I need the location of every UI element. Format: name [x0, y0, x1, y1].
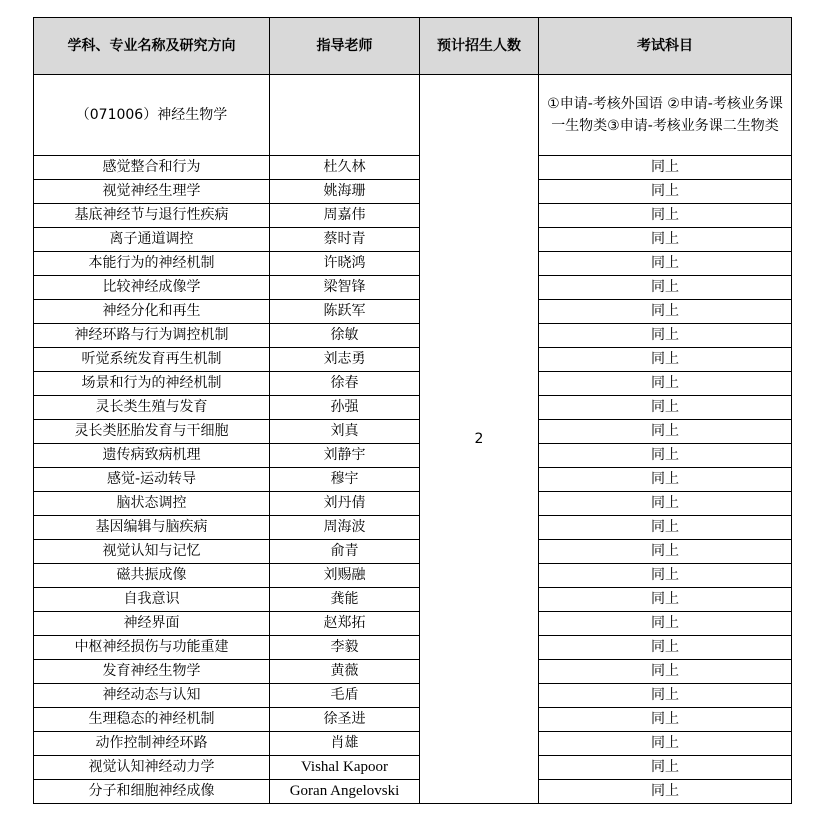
table-row — [34, 492, 792, 516]
table-row — [34, 516, 792, 540]
research-direction: 比较神经成像学 — [34, 276, 270, 300]
research-direction: 视觉认知与记忆 — [34, 540, 270, 564]
research-direction: 灵长类胚胎发育与干细胞 — [34, 420, 270, 444]
header-row — [34, 18, 792, 75]
exam-subjects: 同上 — [539, 564, 792, 588]
advisor-name: 蔡时青 — [270, 228, 420, 252]
exam-subjects: 同上 — [539, 540, 792, 564]
exam-subjects: 同上 — [539, 420, 792, 444]
research-direction: 听觉系统发育再生机制 — [34, 348, 270, 372]
advisor-name: 龚能 — [270, 588, 420, 612]
advisor-name: 姚海珊 — [270, 180, 420, 204]
program-row — [34, 75, 792, 156]
advisor-name: 梁智锋 — [270, 276, 420, 300]
advisor-name: Goran Angelovski — [270, 780, 420, 804]
advisor-name: 孙强 — [270, 396, 420, 420]
research-direction: 动作控制神经环路 — [34, 732, 270, 756]
research-direction: 视觉神经生理学 — [34, 180, 270, 204]
header-exam: 考试科目 — [539, 18, 792, 75]
header-discipline: 学科、专业名称及研究方向 — [34, 18, 270, 75]
exam-subjects: 同上 — [539, 396, 792, 420]
advisor-name: 赵郑拓 — [270, 612, 420, 636]
table-row — [34, 252, 792, 276]
program-exam-subjects: ①申请-考核外国语 ②申请-考核业务课一生物类③申请-考核业务课二生物类 — [539, 75, 792, 156]
advisor-name: 刘丹倩 — [270, 492, 420, 516]
research-direction: 场景和行为的神经机制 — [34, 372, 270, 396]
table-row — [34, 276, 792, 300]
table-row — [34, 708, 792, 732]
table-row — [34, 540, 792, 564]
exam-subjects: 同上 — [539, 684, 792, 708]
research-direction: 基底神经节与退行性疾病 — [34, 204, 270, 228]
advisor-name: 周嘉伟 — [270, 204, 420, 228]
table-row — [34, 780, 792, 804]
research-direction: 神经环路与行为调控机制 — [34, 324, 270, 348]
research-direction: 分子和细胞神经成像 — [34, 780, 270, 804]
table-row — [34, 444, 792, 468]
table-row — [34, 396, 792, 420]
exam-subjects: 同上 — [539, 636, 792, 660]
table-row — [34, 684, 792, 708]
exam-subjects: 同上 — [539, 348, 792, 372]
program-name: （071006）神经生物学 — [34, 75, 270, 156]
table-row — [34, 348, 792, 372]
exam-subjects: 同上 — [539, 156, 792, 180]
research-direction: 中枢神经损伤与功能重建 — [34, 636, 270, 660]
research-direction: 神经分化和再生 — [34, 300, 270, 324]
header-quota: 预计招生人数 — [420, 18, 539, 75]
advisor-name: 杜久林 — [270, 156, 420, 180]
research-direction: 视觉认知神经动力学 — [34, 756, 270, 780]
advisor-name: 徐春 — [270, 372, 420, 396]
advisor-name: 李毅 — [270, 636, 420, 660]
table-row — [34, 372, 792, 396]
exam-subjects: 同上 — [539, 300, 792, 324]
header-advisor: 指导老师 — [270, 18, 420, 75]
research-direction: 神经界面 — [34, 612, 270, 636]
table-row — [34, 156, 792, 180]
advisor-name: 刘志勇 — [270, 348, 420, 372]
exam-subjects: 同上 — [539, 204, 792, 228]
table-row — [34, 324, 792, 348]
advisor-name: 刘真 — [270, 420, 420, 444]
exam-subjects: 同上 — [539, 708, 792, 732]
table-row — [34, 612, 792, 636]
exam-subjects: 同上 — [539, 276, 792, 300]
exam-subjects: 同上 — [539, 660, 792, 684]
table-row — [34, 204, 792, 228]
table-row — [34, 588, 792, 612]
exam-subjects: 同上 — [539, 516, 792, 540]
research-direction: 感觉整合和行为 — [34, 156, 270, 180]
exam-subjects: 同上 — [539, 492, 792, 516]
advisor-name: 毛盾 — [270, 684, 420, 708]
advisor-name: 徐敏 — [270, 324, 420, 348]
research-direction: 神经动态与认知 — [34, 684, 270, 708]
research-direction: 发育神经生物学 — [34, 660, 270, 684]
research-direction: 脑状态调控 — [34, 492, 270, 516]
research-direction: 感觉-运动转导 — [34, 468, 270, 492]
advisor-name: 穆宇 — [270, 468, 420, 492]
advisor-name: 黄薇 — [270, 660, 420, 684]
advisor-name: Vishal Kapoor — [270, 756, 420, 780]
table-row — [34, 300, 792, 324]
exam-subjects: 同上 — [539, 180, 792, 204]
exam-subjects: 同上 — [539, 252, 792, 276]
table-row — [34, 180, 792, 204]
advisor-name: 周海波 — [270, 516, 420, 540]
table-row — [34, 732, 792, 756]
table-row — [34, 756, 792, 780]
exam-subjects: 同上 — [539, 588, 792, 612]
table-row — [34, 636, 792, 660]
research-direction: 自我意识 — [34, 588, 270, 612]
advisor-name: 刘赐融 — [270, 564, 420, 588]
research-direction: 生理稳态的神经机制 — [34, 708, 270, 732]
exam-subjects: 同上 — [539, 372, 792, 396]
exam-subjects: 同上 — [539, 732, 792, 756]
table-row — [34, 564, 792, 588]
research-direction: 基因编辑与脑疾病 — [34, 516, 270, 540]
research-direction: 磁共振成像 — [34, 564, 270, 588]
research-direction: 灵长类生殖与发育 — [34, 396, 270, 420]
table-row — [34, 468, 792, 492]
research-direction: 本能行为的神经机制 — [34, 252, 270, 276]
table-row — [34, 228, 792, 252]
advisor-name: 刘静宇 — [270, 444, 420, 468]
exam-subjects: 同上 — [539, 444, 792, 468]
exam-subjects: 同上 — [539, 228, 792, 252]
exam-subjects: 同上 — [539, 468, 792, 492]
program-advisor-cell — [270, 75, 420, 156]
research-direction: 离子通道调控 — [34, 228, 270, 252]
advisor-name: 徐圣进 — [270, 708, 420, 732]
exam-subjects: 同上 — [539, 756, 792, 780]
admissions-table — [33, 17, 792, 804]
program-quota: 2 — [420, 75, 539, 804]
exam-subjects: 同上 — [539, 612, 792, 636]
exam-subjects: 同上 — [539, 780, 792, 804]
table-row — [34, 420, 792, 444]
research-direction: 遗传病致病机理 — [34, 444, 270, 468]
exam-subjects: 同上 — [539, 324, 792, 348]
advisor-name: 陈跃军 — [270, 300, 420, 324]
advisor-name: 俞青 — [270, 540, 420, 564]
advisor-name: 肖雄 — [270, 732, 420, 756]
advisor-name: 许晓鸿 — [270, 252, 420, 276]
table-row — [34, 660, 792, 684]
